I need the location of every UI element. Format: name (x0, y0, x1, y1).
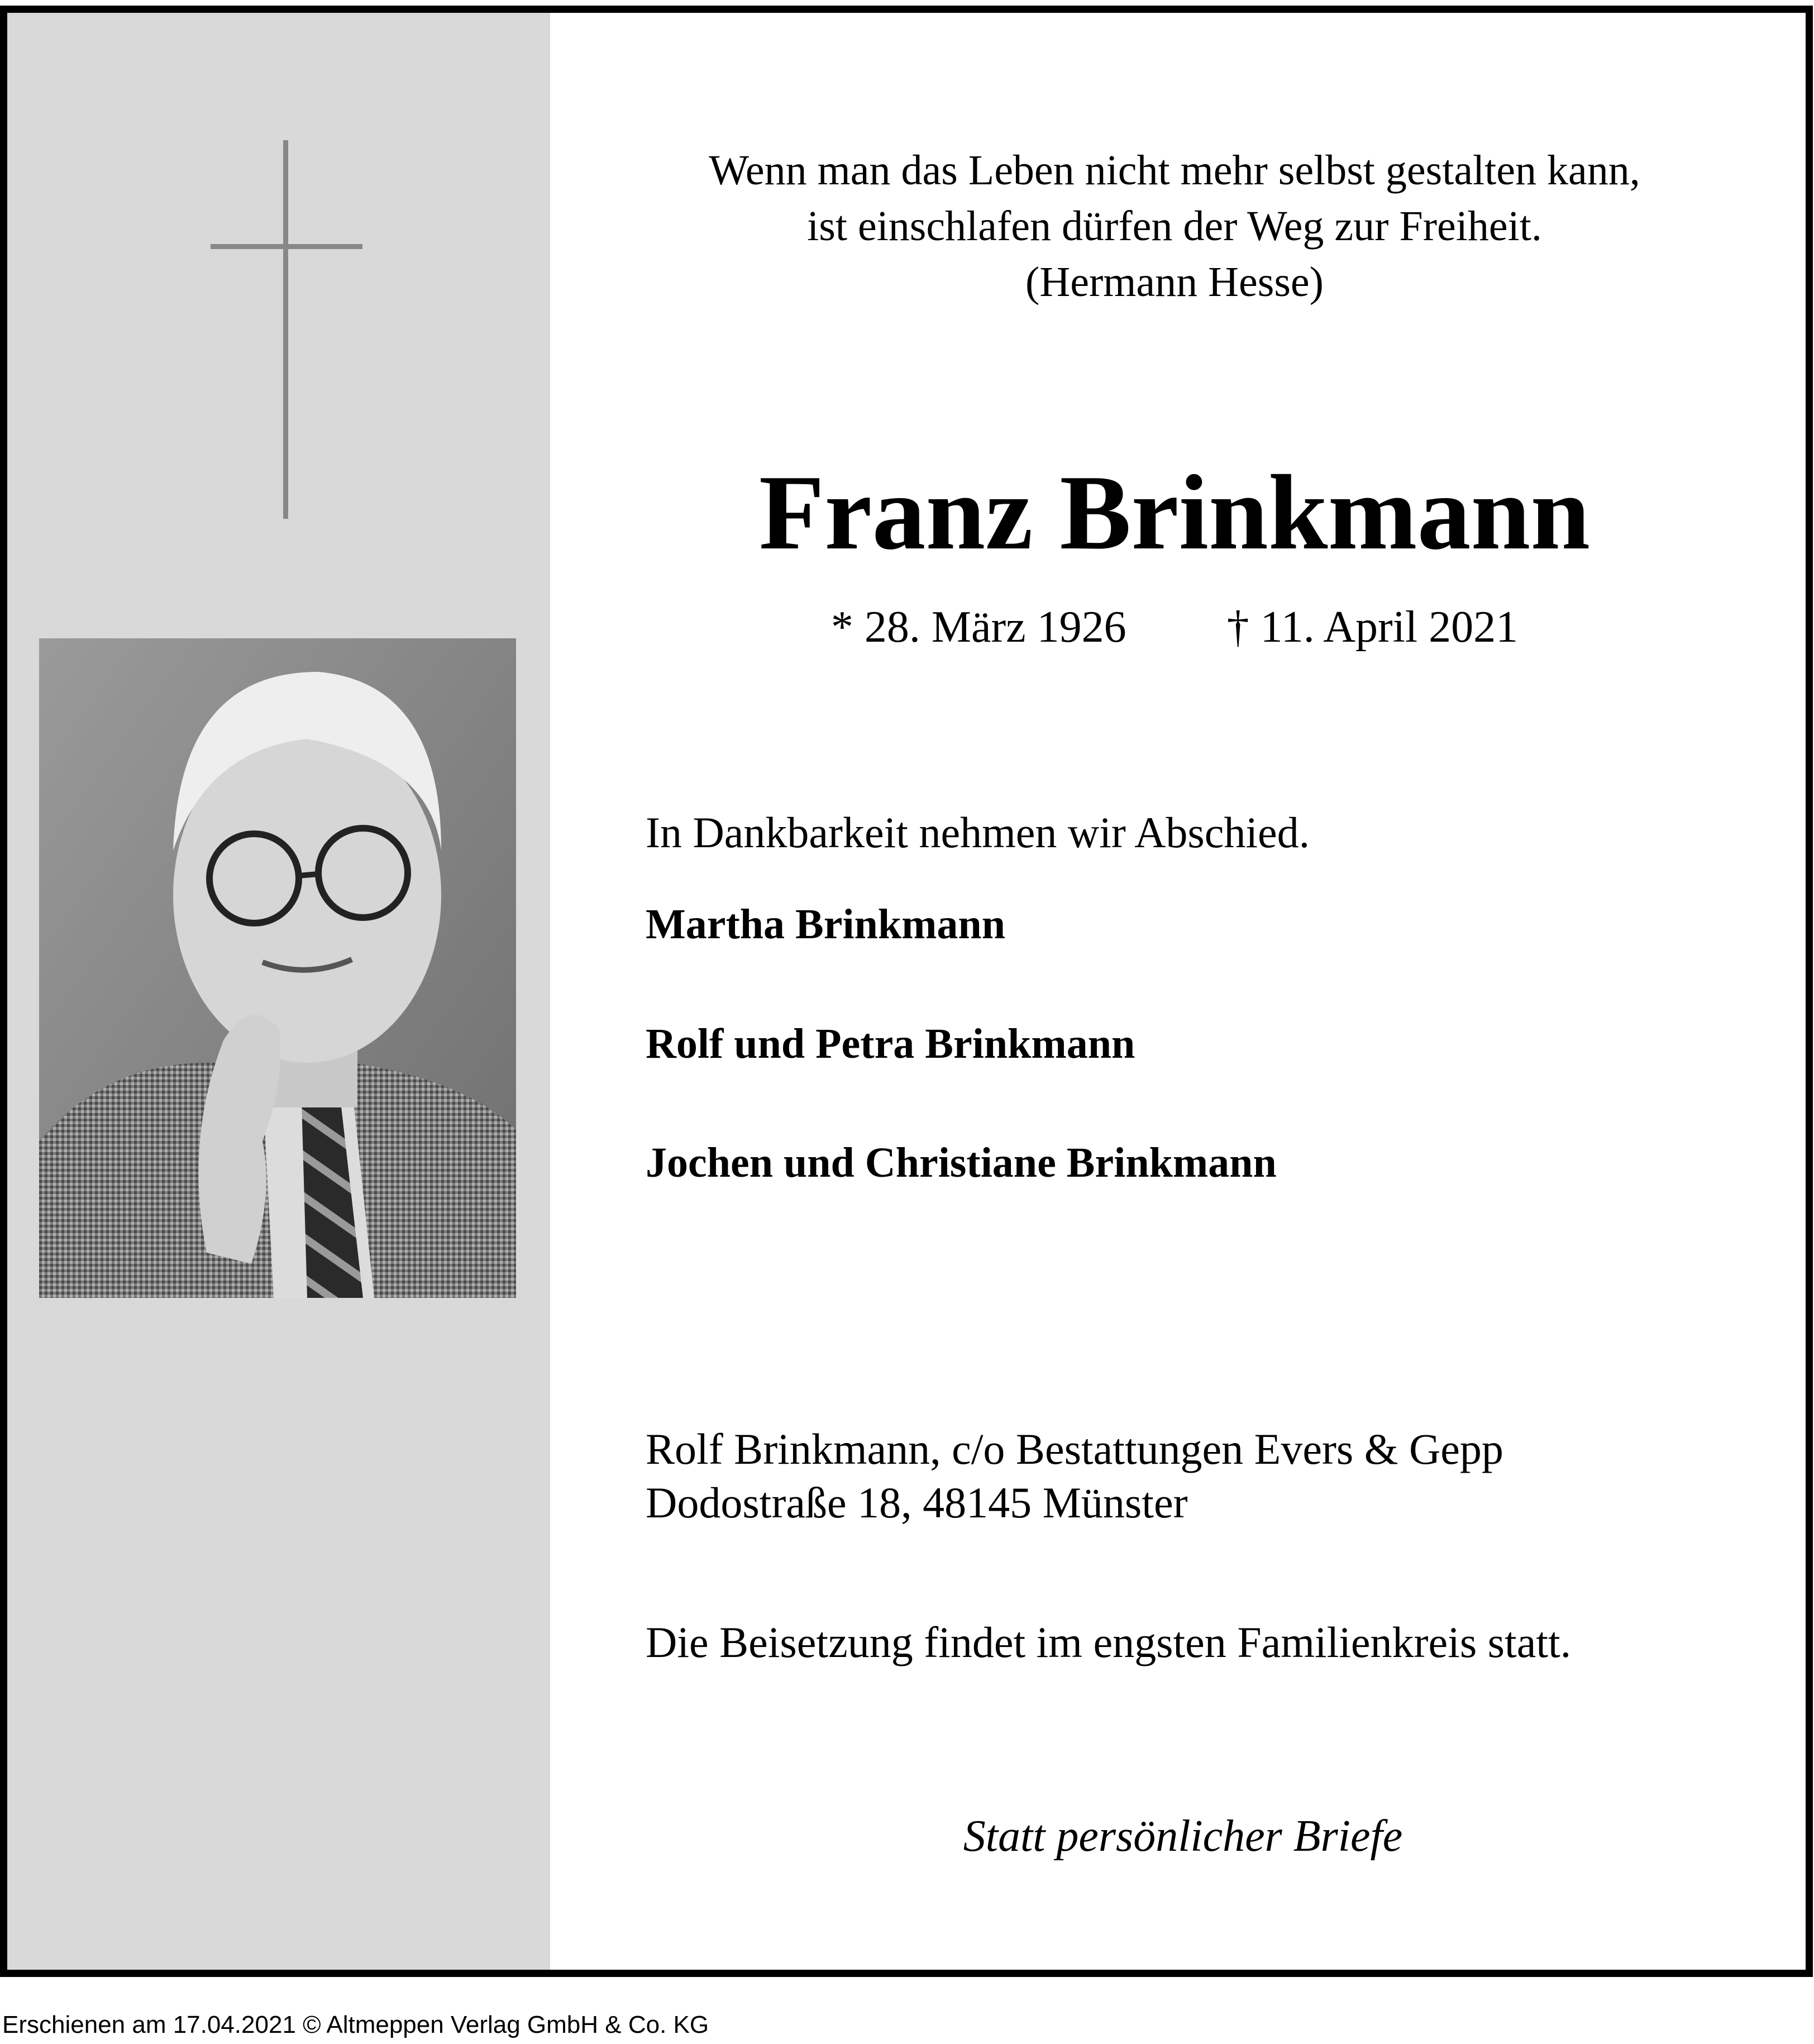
obituary-notice (0, 6, 1813, 1977)
mourner-name: Jochen und Christiane Brinkmann (646, 1139, 1277, 1186)
burial-note: Die Beisetzung findet im engsten Familienkreis statt. (646, 1618, 1572, 1666)
sidebar-panel (7, 13, 550, 1970)
quote-line: ist einschlafen dürfen der Weg zur Freiheit. (807, 203, 1542, 250)
publication-footer: Erschienen am 17.04.2021 © Altmeppen Verlag GmbH & Co. KG (2, 2011, 709, 2038)
farewell-text: In Dankbarkeit nehmen wir Abschied. (646, 808, 1310, 857)
birth-date: * 28. März 1926 (830, 603, 1126, 652)
deceased-name: Franz Brinkmann (758, 453, 1591, 572)
death-date: † 11. April 2021 (1226, 603, 1519, 652)
cross-icon (7, 13, 550, 571)
closing-note: Statt persönlicher Briefe (963, 1812, 1403, 1861)
portrait-photo (39, 638, 516, 1298)
quote-line: Wenn man das Leben nicht mehr selbst gestalten kann, (709, 147, 1640, 194)
mourner-name: Rolf und Petra Brinkmann (646, 1020, 1135, 1067)
life-dates (588, 599, 1761, 655)
mourner-name: Martha Brinkmann (646, 901, 1005, 948)
memorial-quote (588, 142, 1761, 310)
address-line: Dodostraße 18, 48145 Münster (646, 1478, 1188, 1527)
address-line: Rolf Brinkmann, c/o Bestattungen Evers & Gepp (646, 1425, 1503, 1473)
quote-author: (Hermann Hesse) (1025, 259, 1324, 305)
